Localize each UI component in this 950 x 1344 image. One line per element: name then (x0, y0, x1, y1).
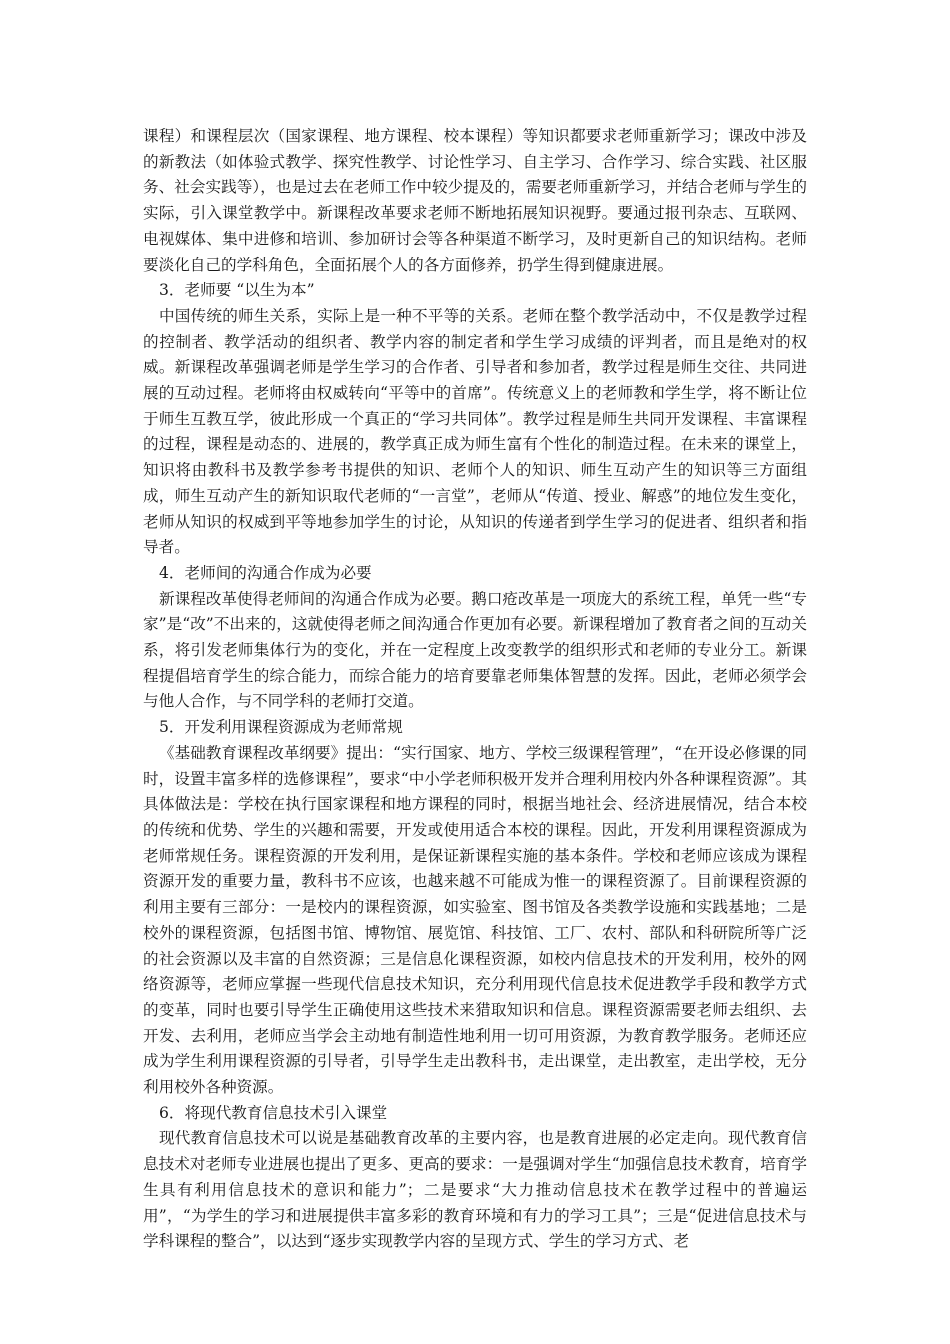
paragraph-student-centered: 中国传统的师生关系，实际上是一种不平等的关系。老师在整个教学活动中，不仅是教学过程的控制者、教学活动的组织者、教学内容的制定者和学生学习成绩的评判者，而且是绝对的权威。新课程改革强调老师是学生学习的合作者、引导者和参加者，教学过程是师生交往、共同进展的互动过程。老师将由权威转向“平等中的首席”。传统意义上的老师教和学生学，将不断让位于师生互教互学，彼此形成一个真正的“学习共同体”。教学过程是师生共同开发课程、丰富课程的过程，课程是动态的、进展的，教学真正成为师生富有个性化的制造过程。在未来的课堂上，知识将由教科书及教学参考书提供的知识、老师个人的知识、师生互动产生的知识等三方面组成，师生互动产生的新知识取代老师的“一言堂”，老师从“传道、授业、解惑”的地位发生变化，老师从知识的权威到平等地参加学生的讨论，从知识的传递者到学生学习的促进者、组织者和指导者。 (143, 306, 807, 557)
section-heading-3: 3．老师要 “以生为本” (159, 281, 315, 300)
paragraph-curriculum-resources: 《基础教育课程改革纲要》提出：“实行国家、地方、学校三级课程管理”，“在开设必修课的同时，设置丰富多样的选修课程”，要求“中小学老师积极开发并合理利用校内外各种课程资源”。其具体做法是：学校在执行国家课程和地方课程的同时，根据当地社会、经济进展情况，结合本校的传统和优势、学生的兴趣和需要，开发或使用适合本校的课程。因此，开发利用课程资源成为老师常规任务。课程资源的开发利用，是保证新课程实施的基本条件。学校和老师应该成为课程资源开发的重要力量，教科书不应该，也越来越不可能成为惟一的课程资源了。目前课程资源的利用主要有三部分：一是校内的课程资源，如实验室、图书馆及各类教学设施和实践基地；二是校外的课程资源，包括图书馆、博物馆、展览馆、科技馆、工厂、农村、部队和科研院所等广泛的社会资源以及丰富的自然资源；三是信息化课程资源，如校内信息技术的开发利用，校外的网络资源等，老师应掌握一些现代信息技术知识，充分利用现代信息技术促进教学手段和教学方式的变革，同时也要引导学生正确使用这些技术来猎取知识和信息。课程资源需要老师去组织、去开发、去利用，老师应当学会主动地有制造性地利用一切可用资源，为教育教学服务。老师还应成为学生利用课程资源的引导者，引导学生走出教科书，走出课堂，走出教室，走出学校，无分利用校外各种资源。 (143, 743, 807, 1097)
paragraph-continuation: 课程）和课程层次（国家课程、地方课程、校本课程）等知识都要求老师重新学习；课改中涉及的新教法（如体验式教学、探究性教学、讨论性学习、自主学习、合作学习、综合实践、社区服务、社会实践等），也是过去在老师工作中较少提及的，需要老师重新学习，并结合老师与学生的实际，引入课堂教学中。新课程改革要求老师不断地拓展知识视野。要通过报刊杂志、互联网、电视媒体、集中进修和培训、参加研讨会等各种渠道不断学习，及时更新自己的知识结构。老师要淡化自己的学科角色，全面拓展个人的各方面修养，扔学生得到健康进展。 (143, 127, 807, 274)
paragraph-information-technology: 现代教育信息技术可以说是基础教育改革的主要内容，也是教育进展的必定走向。现代教育信息技术对老师专业进展也提出了更多、更高的要求：一是强调对学生“加强信息技术教育，培育学生具有利用信息技术的意识和能力”；二是要求“大力推动信息技术在教学过程中的普遍运用”，“为学生的学习和进展提供丰富多彩的教育环境和有力的学习工具”；三是“促进信息技术与学科课程的整合”，以达到“逐步实现教学内容的呈现方式、学生的学习方式、老 (143, 1129, 807, 1251)
document-body (143, 124, 807, 1255)
paragraph-teacher-cooperation: 新课程改革使得老师间的沟通合作成为必要。鹅口疮改革是一项庞大的系统工程，单凭一些“专家”是“改”不出来的，这就使得老师之间沟通合作更加有必要。新课程增加了教育者之间的互动关系，将引发老师集体行为的变化，并在一定程度上改变教学的组织形式和老师的专业分工。新课程提倡培育学生的综合能力，而综合能力的培育要靠老师集体智慧的发挥。因此，老师必须学会与他人合作，与不同学科的老师打交道。 (143, 589, 807, 711)
section-heading-5: 5．开发利用课程资源成为老师常规 (159, 718, 403, 737)
section-heading-6: 6．将现代教育信息技术引入课堂 (159, 1103, 388, 1122)
section-heading-4: 4．老师间的沟通合作成为必要 (159, 563, 372, 582)
